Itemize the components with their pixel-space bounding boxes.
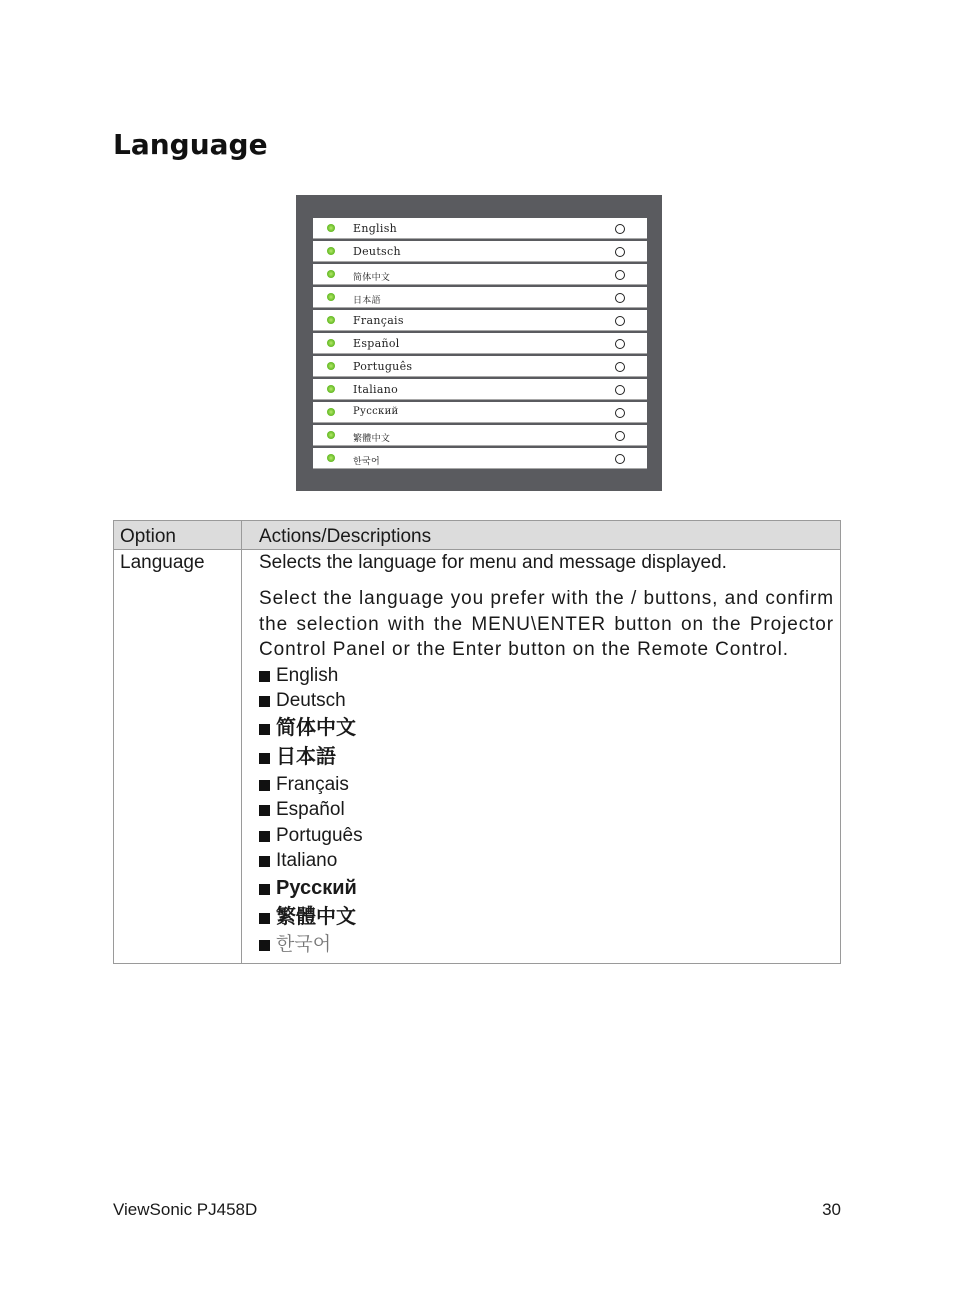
language-list [259, 663, 834, 958]
osd-language-label: Español [353, 337, 400, 350]
language-name: English [276, 664, 339, 686]
summary-text: Selects the language for menu and message displayed. [259, 552, 727, 573]
osd-language-label: 简体中文 [353, 273, 391, 283]
osd-language-label: Русский [353, 406, 399, 417]
osd-language-label: 한국어 [353, 457, 380, 467]
language-name: 简体中文 [276, 716, 356, 739]
language-name: 한국어 [276, 933, 332, 955]
square-bullet-icon [259, 856, 270, 867]
osd-language-row[interactable] [313, 241, 647, 262]
description-cell [242, 550, 841, 964]
osd-language-label: Português [353, 360, 413, 373]
list-item [259, 772, 834, 798]
osd-language-row[interactable] [313, 448, 647, 469]
radio-button-icon[interactable] [615, 247, 625, 257]
language-name: Italiano [276, 850, 338, 871]
language-name: Português [276, 824, 363, 846]
osd-language-row[interactable] [313, 310, 647, 331]
option-cell: Language [114, 550, 242, 964]
green-bullet-icon [327, 224, 335, 232]
square-bullet-icon [259, 831, 270, 842]
green-bullet-icon [327, 408, 335, 416]
footer-page-number: 30 [822, 1200, 841, 1219]
language-name: Français [276, 773, 349, 795]
option-description-table [113, 520, 841, 964]
osd-language-label: 繁體中文 [353, 434, 391, 444]
radio-button-icon[interactable] [615, 362, 625, 372]
osd-language-row[interactable] [313, 402, 647, 423]
green-bullet-icon [327, 247, 335, 255]
instructions-text: Select the language you prefer with the / buttons, and confirm the selection with the MENU\ENTER button on the Projector Control Panel or the Enter button on the Remote Control. [259, 588, 834, 660]
list-item [259, 848, 834, 874]
osd-language-menu [296, 195, 662, 491]
osd-language-row[interactable] [313, 333, 647, 354]
table-row [114, 550, 841, 964]
language-name: 繁體中文 [276, 905, 356, 928]
green-bullet-icon [327, 454, 335, 462]
osd-language-label: English [353, 222, 398, 235]
radio-button-icon[interactable] [615, 339, 625, 349]
green-bullet-icon [327, 270, 335, 278]
osd-language-row[interactable] [313, 379, 647, 400]
square-bullet-icon [259, 884, 270, 895]
language-name: 日本語 [276, 745, 336, 768]
green-bullet-icon [327, 385, 335, 393]
radio-button-icon[interactable] [615, 385, 625, 395]
radio-button-icon[interactable] [615, 454, 625, 464]
list-item [259, 823, 834, 849]
table-header-row [114, 521, 841, 550]
osd-language-row[interactable] [313, 264, 647, 285]
square-bullet-icon [259, 940, 270, 951]
square-bullet-icon [259, 671, 270, 682]
list-item [259, 797, 834, 823]
square-bullet-icon [259, 753, 270, 764]
radio-button-icon[interactable] [615, 316, 625, 326]
osd-language-label: 日本語 [353, 296, 381, 306]
green-bullet-icon [327, 431, 335, 439]
radio-button-icon[interactable] [615, 293, 625, 303]
square-bullet-icon [259, 696, 270, 707]
footer-product-name: ViewSonic PJ458D [113, 1200, 258, 1219]
list-item [259, 932, 834, 958]
radio-button-icon[interactable] [615, 431, 625, 441]
list-item [259, 714, 834, 743]
osd-language-label: Deutsch [353, 245, 401, 258]
radio-button-icon[interactable] [615, 408, 625, 418]
language-name: Español [276, 799, 345, 820]
square-bullet-icon [259, 805, 270, 816]
osd-language-label: Français [353, 314, 404, 327]
osd-language-label: Italiano [353, 383, 399, 396]
square-bullet-icon [259, 913, 270, 924]
page-title: Language [113, 128, 268, 161]
description-column-header: Actions/Descriptions [242, 521, 841, 550]
green-bullet-icon [327, 316, 335, 324]
language-name: Русский [276, 876, 357, 899]
osd-language-row[interactable] [313, 218, 647, 239]
square-bullet-icon [259, 780, 270, 791]
square-bullet-icon [259, 724, 270, 735]
radio-button-icon[interactable] [615, 270, 625, 280]
green-bullet-icon [327, 293, 335, 301]
osd-language-row[interactable] [313, 287, 647, 308]
osd-language-row[interactable] [313, 425, 647, 446]
osd-language-row[interactable] [313, 356, 647, 377]
option-column-header: Option [114, 521, 242, 550]
language-name: Deutsch [276, 690, 346, 711]
list-item [259, 688, 834, 714]
list-item [259, 743, 834, 772]
list-item [259, 663, 834, 689]
list-item [259, 874, 834, 903]
radio-button-icon[interactable] [615, 224, 625, 234]
green-bullet-icon [327, 339, 335, 347]
green-bullet-icon [327, 362, 335, 370]
list-item [259, 903, 834, 932]
osd-language-list [313, 218, 647, 471]
